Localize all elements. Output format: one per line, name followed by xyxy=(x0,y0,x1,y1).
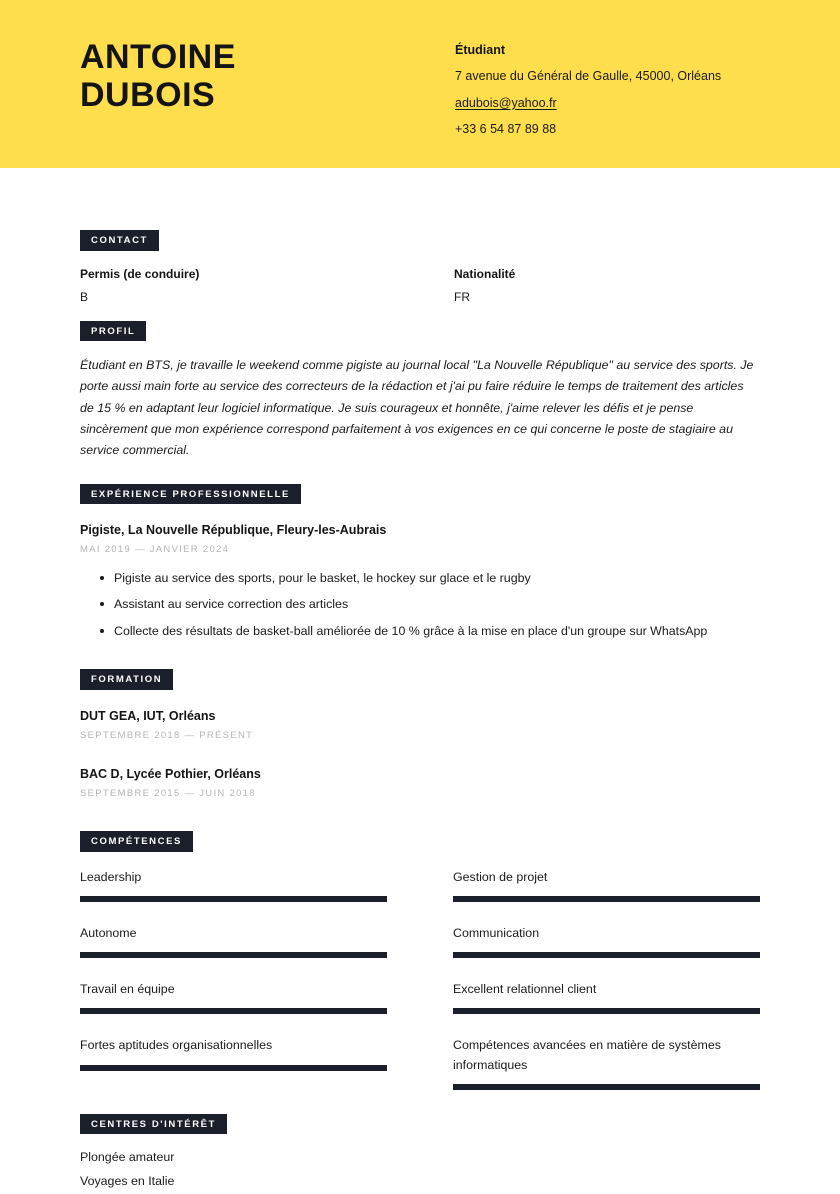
interest-item: Plongée amateur xyxy=(80,1150,175,1165)
formation-entry-dates: SEPTEMBRE 2018 — PRÉSENT xyxy=(80,729,254,741)
skill-level-bar xyxy=(453,1008,760,1014)
contact-field-nationalite xyxy=(454,265,515,306)
skill-level-bar xyxy=(453,952,760,958)
header-band xyxy=(0,0,840,168)
nationalite-value: FR xyxy=(454,289,470,304)
formation-entry-dates: SEPTEMBRE 2015 — JUIN 2018 xyxy=(80,788,256,800)
section-profil xyxy=(80,306,760,462)
section-centres-interet xyxy=(80,1090,760,1194)
skill-name: Excellent relationnel client xyxy=(453,982,597,997)
interest-item: Voyages en Italie xyxy=(80,1173,175,1188)
skill-item xyxy=(453,1036,760,1089)
skill-item xyxy=(80,980,387,1014)
section-contact xyxy=(80,168,760,306)
nationalite-label: Nationalité xyxy=(454,266,516,281)
section-experience xyxy=(80,462,760,641)
formation-entry-title: BAC D, Lycée Pothier, Orléans xyxy=(80,766,261,781)
skill-name: Fortes aptitudes organisationnelles xyxy=(80,1038,273,1053)
section-formation xyxy=(80,641,760,801)
contact-address: 7 avenue du Général de Gaulle, 45000, Orléans xyxy=(455,69,722,84)
candidate-name xyxy=(80,38,440,114)
experience-bullet-list xyxy=(80,569,760,642)
skill-name: Compétences avancées en matière de systèmes informatiques xyxy=(453,1038,721,1072)
interests-list xyxy=(80,1146,760,1193)
experience-bullet: Assistant au service correction des articles xyxy=(100,595,760,614)
skill-item xyxy=(453,980,760,1014)
skills-column-right xyxy=(453,868,760,1090)
skill-item xyxy=(453,924,760,958)
experience-bullet: Collecte des résultats de basket-ball améliorée de 10 % grâce à la mise en place d'un groupe sur WhatsApp xyxy=(100,622,760,641)
skill-item xyxy=(80,1036,387,1070)
experience-entry-dates: MAI 2019 — JANVIER 2024 xyxy=(80,544,230,556)
skill-item xyxy=(80,868,387,902)
skill-name: Communication xyxy=(453,926,540,941)
section-badge-centres-interet: CENTRES D'INTÉRÊT xyxy=(80,1114,227,1135)
skill-level-bar xyxy=(80,1008,387,1014)
experience-entry xyxy=(80,521,760,641)
header-contact-details xyxy=(455,41,785,147)
section-badge-formation: FORMATION xyxy=(80,669,173,690)
skill-name: Gestion de projet xyxy=(453,869,548,884)
contact-email[interactable]: adubois@yahoo.fr xyxy=(455,95,557,110)
experience-entry-title: Pigiste, La Nouvelle République, Fleury-les-Aubrais xyxy=(80,523,387,538)
section-badge-contact: CONTACT xyxy=(80,230,159,251)
skill-name: Autonome xyxy=(80,926,137,941)
skill-level-bar xyxy=(80,896,387,902)
skill-name: Travail en équipe xyxy=(80,982,175,997)
section-badge-experience: EXPÉRIENCE PROFESSIONNELLE xyxy=(80,484,301,505)
formation-entry-title: DUT GEA, IUT, Orléans xyxy=(80,708,216,723)
skill-level-bar xyxy=(453,896,760,902)
formation-entry xyxy=(80,765,760,801)
section-badge-competences: COMPÉTENCES xyxy=(80,831,193,852)
section-badge-profil: PROFIL xyxy=(80,321,146,342)
job-title: Étudiant xyxy=(455,43,505,57)
skill-item xyxy=(453,868,760,902)
skills-grid xyxy=(80,868,760,1090)
skill-item xyxy=(80,924,387,958)
permis-label: Permis (de conduire) xyxy=(80,266,200,281)
contact-phone: +33 6 54 87 89 88 xyxy=(455,122,557,137)
resume-body xyxy=(0,168,840,1194)
section-competences xyxy=(80,801,760,1090)
formation-entry xyxy=(80,707,760,743)
skill-level-bar xyxy=(80,1065,387,1071)
skill-name: Leadership xyxy=(80,869,142,884)
skills-column-left xyxy=(80,868,387,1090)
candidate-first-name: ANTOINE xyxy=(80,38,236,76)
permis-value: B xyxy=(80,289,89,304)
contact-field-permis xyxy=(80,265,454,306)
profil-paragraph: Étudiant en BTS, je travaille le weekend comme pigiste au journal local "La Nouvelle République" au service des sports. Je porte aussi main forte au service des correcteurs de la rédaction et j'ai pu faire réduire le temps de traitement des articles de 15 % en adaptant leur logiciel informatique. Je suis courageux et honnête, j'aime relever les défis et je pense sincèrement que mon expérience correspond parfaitement à vos exigences en ce qui concerne le poste de stagiaire au service commercial. xyxy=(80,358,754,458)
contact-fields-grid xyxy=(80,265,760,306)
experience-bullet: Pigiste au service des sports, pour le basket, le hockey sur glace et le rugby xyxy=(100,569,760,588)
skill-level-bar xyxy=(80,952,387,958)
candidate-last-name: DUBOIS xyxy=(80,76,216,115)
